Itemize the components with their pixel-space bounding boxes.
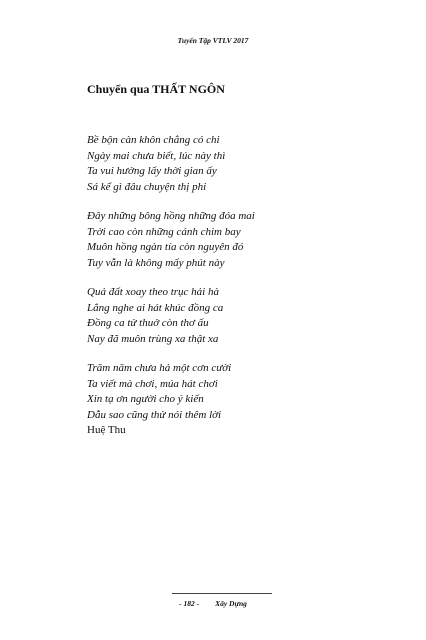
poem-line: Ngày mai chưa biết, lúc này thì [87, 149, 226, 162]
poem-line: Trăm năm chưa hả một cơn cười [87, 362, 232, 374]
running-header: Tuyển Tập VTLV 2017 [177, 36, 249, 45]
poem-line: Sá kể gì đâu chuyện thị phi [87, 180, 207, 193]
poem-line: Xin tạ ơn người cho ý kiến [87, 393, 204, 405]
footer-section: Xây Dựng [215, 599, 247, 608]
poem-line: Dẫu sao cũng thử nói thêm lời [87, 408, 222, 421]
poem-line: Trời cao còn những cánh chim bay [87, 225, 241, 238]
poem-body [87, 133, 387, 437]
poem-line: Ta viết mà chơi, múa hát chơi [87, 377, 218, 390]
poem-author: Huệ Thu [87, 424, 126, 436]
poem-line: Đồng ca tử thuở còn thơ ấu [87, 317, 209, 329]
stanza-2 [87, 209, 387, 271]
poem-line: Ta vui hưởng lấy thời gian ấy [87, 165, 217, 177]
footer-divider [172, 593, 272, 594]
poem-line: Đây những bông hồng những đóa mai [87, 210, 255, 222]
stanza-4 [87, 361, 387, 423]
stanza-1 [87, 133, 387, 195]
poem-line: Tuy vẫn là không mấy phút này [87, 256, 225, 269]
poem-line: Quả đất xoay theo trục hải hà [87, 286, 219, 298]
page-number: - 182 - [179, 599, 200, 608]
poem-line: Muôn hồng ngàn tía còn nguyên đó [87, 241, 244, 253]
stanza-3 [87, 285, 387, 347]
poem-line: Bề bộn càn khôn chẳng có chi [87, 134, 220, 146]
poem-line: Lắng nghe ai hát khúc đồng ca [87, 301, 224, 314]
poem-title: Chuyển qua THẤT NGÔN [87, 82, 225, 96]
page-footer [0, 599, 426, 608]
poem-line: Nay đã muôn trùng xa thật xa [87, 332, 219, 345]
